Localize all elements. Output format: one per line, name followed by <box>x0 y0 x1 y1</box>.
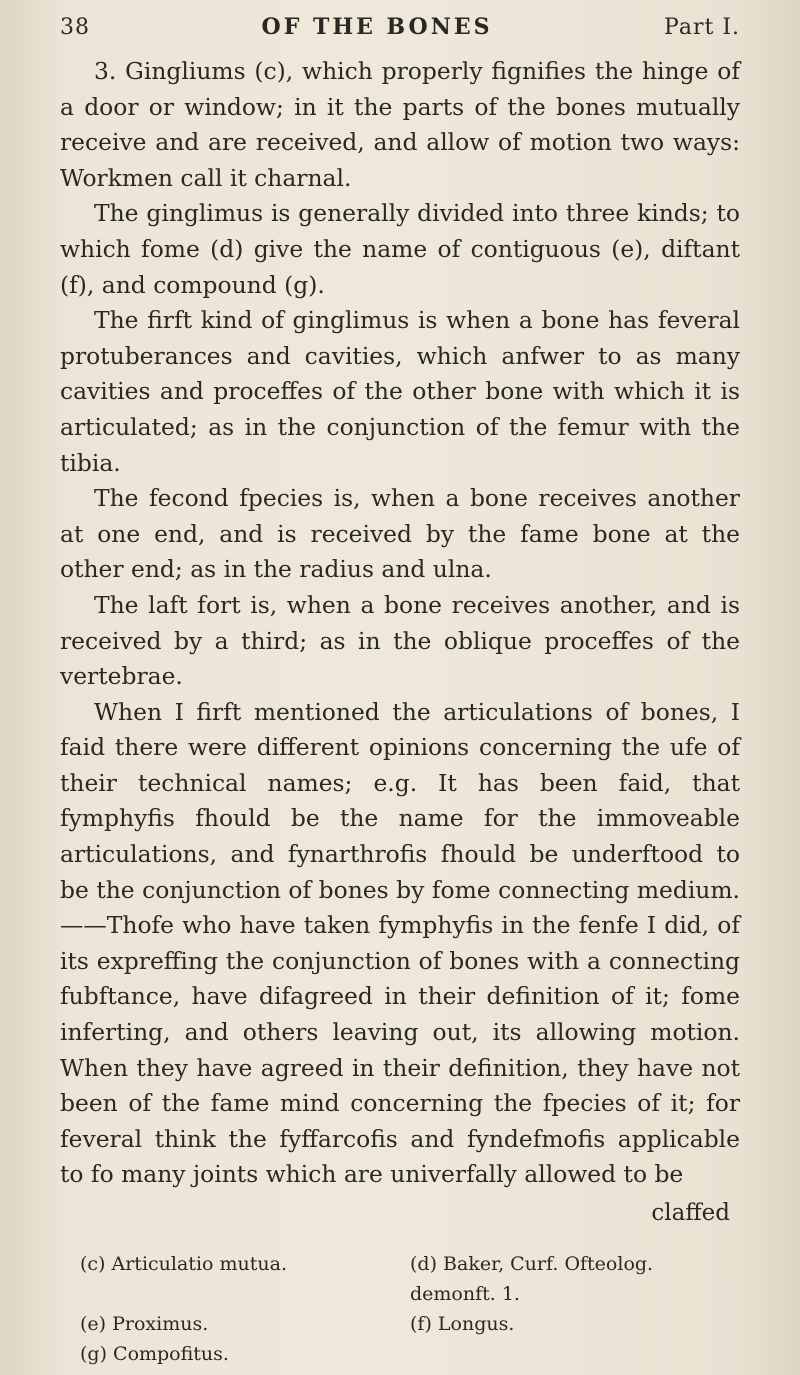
part-label: Part I. <box>664 15 740 40</box>
paragraph-last-sort: The laft fort is, when a bone receives another, and is received by a third; as in the oblique proceffes of the vertebrae. <box>60 590 740 691</box>
paragraph-ginglimus-kinds: The ginglimus is generally divided into three kinds; to which fome (d) give the name of contiguous (e), diftant (f), and compound (g). <box>60 199 740 299</box>
footnote-d: (d) Baker, Curf. Ofteolog. demonft. 1. <box>410 1253 654 1305</box>
footnote-f: (f) Longus. <box>410 1313 515 1335</box>
paragraph-technical-names: When I firft mentioned the articulations of bones, I faid there were different opinions concerning the ufe of their technical names; e.g. It has been faid, that fymphyfis fhould be the name for the immoveable articulations, and fynarthrofis fhould be underftood to be the conjunction of bones by fome connecting medium.——Thofe who have taken fymphyfis in the fenfe I did, of its expreffing the conjunction of bones with a connecting fubftance, have difagreed in their definition of it; fome inferting, and others leaving out, its allowing motion. When they have agreed in their definition, they have not been of the fame mind concerning the fpecies of it; for feveral think the fyffarcofis and fyndefmofis applicable to fo many joints which are univerfally allowed to be <box>60 697 740 1189</box>
running-title: OF THE BONES <box>261 14 493 40</box>
footnote-e: (e) Proximus. <box>80 1313 209 1335</box>
paragraph-second-species: The fecond fpecies is, when a bone receives another at one end, and is received by the fame bone at the other end; as in the radius and ulna. <box>60 484 740 584</box>
footnote-c: (c) Articulatio mutua. <box>80 1253 287 1275</box>
catchword: claffed <box>651 1200 730 1226</box>
footnote-row <box>60 1249 740 1309</box>
page-number: 38 <box>60 15 90 40</box>
paragraph-ginglimus: 3. Gingliums (c), which properly fignifies the hinge of a door or window; in it the parts of the bones mutually receive and are received, and allow of motion two ways: Workmen call it charnal. <box>60 57 740 192</box>
paragraph-first-kind: The firft kind of ginglimus is when a bone has feveral protuberances and cavities, which anfwer to as many cavities and proceffes of the other bone with which it is articulated; as in the conjunction of the femur with the tibia. <box>60 306 740 477</box>
footnote-row <box>60 1339 740 1369</box>
running-head <box>60 14 740 40</box>
body-text <box>60 54 740 1193</box>
footnote-row <box>60 1309 740 1339</box>
footnote-g: (g) Compofitus. <box>80 1343 229 1365</box>
footnotes <box>60 1249 740 1369</box>
